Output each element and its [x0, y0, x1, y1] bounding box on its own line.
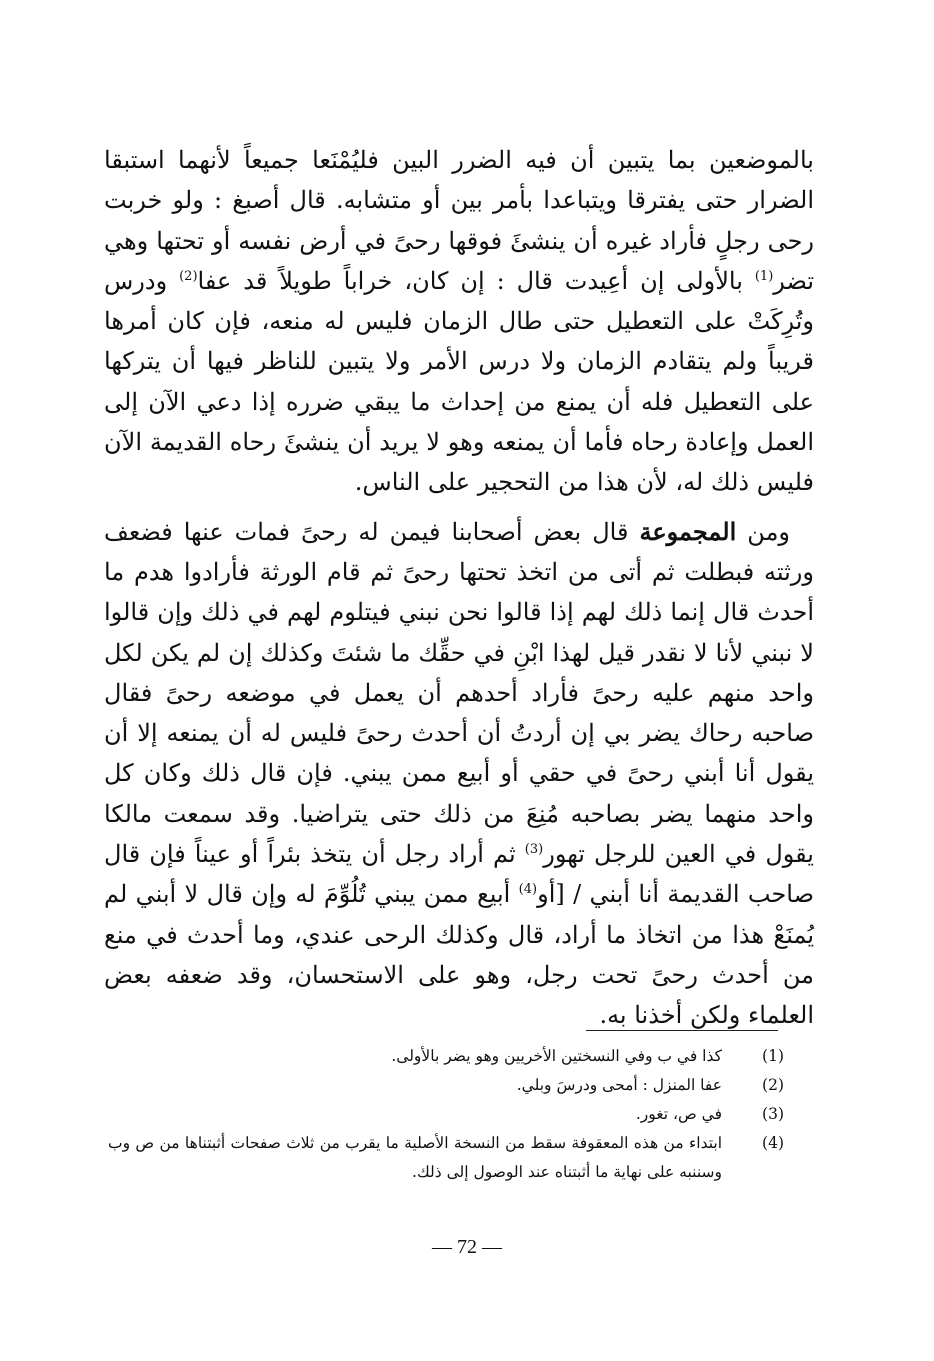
footnote-ref-4: (4): [518, 882, 538, 898]
main-text: [104, 140, 814, 1036]
paragraph-1-text: بالأولى إن أعِيدت قال : إن كان، خراباً طويلاً قد عفا: [197, 266, 755, 295]
paragraph-2-text: ثم أراد رجل أن يتخذ بئراً أو عيناً فإن قال صاحب القديمة أنا أبني / [أو: [104, 840, 815, 909]
footnote-text: عفا المنزل : أمحى ودرسَ وبلي.: [516, 1076, 722, 1094]
footnote-number: (2): [762, 1076, 784, 1094]
footnote-item: [108, 1129, 784, 1187]
paragraph-2: [104, 512, 814, 1036]
paragraph-2-text: ومن: [736, 517, 791, 546]
footnote-text: ابتداء من هذه المعقوفة سقط من النسخة الأصلية ما يقرب من ثلاث صفحات أثبتناها من ص وب وسننبه على نهاية ما أثبتناه عند الوصول إلى ذلك.: [108, 1134, 722, 1181]
paragraph-2-text: أبيع ممن يبني تُلُوِّمَ له وإن قال لا أبني لم يُمنَعْ هذا من اتخاذ ما أراد، قال وكذلك الرحى عندي، وما أحدث في منع من أحدث رحىً تحت رجل، وهو على الاستحسان، وقد ضعفه بعض العلماء ولكن أخذنا به.: [104, 880, 814, 1030]
footnote-item: [108, 1100, 784, 1129]
footnote-ref-1: (1): [754, 268, 774, 284]
paragraph-2-text: قال بعض أصحابنا فيمن له رحىً فمات عنها فضعف ورثته فبطلت ثم أتى من اتخذ تحتها رحىً ثم قام الورثة فأرادوا هدم ما أحدث قال إنما ذلك لهم إذا قالوا نحن نبني فيتلوم لهم في ذلك وإن قالوا لا نبني لأنا لا نقدر قيل لهذا ابْنِ في حقِّك ما شئتَ وكذلك إن لم يكن لكل واحد منهم عليه رحىً فأراد أحدهم أن يعمل في موضعه رحىً فقال صاحبه رحاك يضر بي إن أردتُ أن أحدث رحىً فليس له أن يمنعه إلا أن يقول أنا أبني رحىً في حقي أو أبيع ممن يبني. فإن قال ذلك وكان كل واحد منهما يضر بصاحبه مُنِعَ من ذلك حتى يتراضيا. وقد سمعت مالكا يقول في العين للرجل تهور: [104, 517, 814, 869]
footnote-ref-2: (2): [179, 268, 198, 284]
paragraph-1-text: بالموضعين بما يتبين أن فيه الضرر البين فليُمْنَعا جميعاً لأنهما استبقا الضرار حتى يفترقا ويتباعدا بأمر بين أو متشابه. قال أصبغ : ولو خربت رحى رجلٍ فأراد غيره أن ينشئَ فوقها رحىً في أرض نفسه أو تحتها وهي تضر: [104, 146, 815, 295]
source-title: المجموعة: [639, 516, 737, 546]
footnote-text: كذا في ب وفي النسختين الأخريين وهو يضر بالأولى.: [391, 1047, 722, 1065]
footnote-divider: [586, 1030, 778, 1031]
footnote-ref-3: (3): [524, 842, 544, 858]
footnote-text: في ص، تغور.: [635, 1105, 722, 1123]
footnotes: [108, 1042, 784, 1187]
paragraph-1-text: ودرس وتُرِكَتْ على التعطيل حتى طال الزمان فليس له منعه، فإن كان أمرها قريباً ولم يتقادم الزمان ولا درس الأمر ولا يتبين للناظر فيها أن يتركها على التعطيل فله أن يمنع من إحداث ما يبقي ضرره إذا دعي الآن إلى العمل وإعادة رحاه فأما أن يمنعه وهو لا يريد أن ينشئَ رحاه القديمة الآن فليس ذلك له، لأن هذا من التحجير على الناس.: [104, 266, 815, 497]
footnote-number: (3): [762, 1105, 784, 1123]
footnote-number: (4): [762, 1134, 784, 1152]
footnote-item: [108, 1042, 784, 1071]
footnote-number: (1): [762, 1047, 784, 1065]
footnote-item: [108, 1071, 784, 1100]
page-number: — 72 —: [432, 1236, 502, 1258]
paragraph-1: [104, 140, 814, 503]
